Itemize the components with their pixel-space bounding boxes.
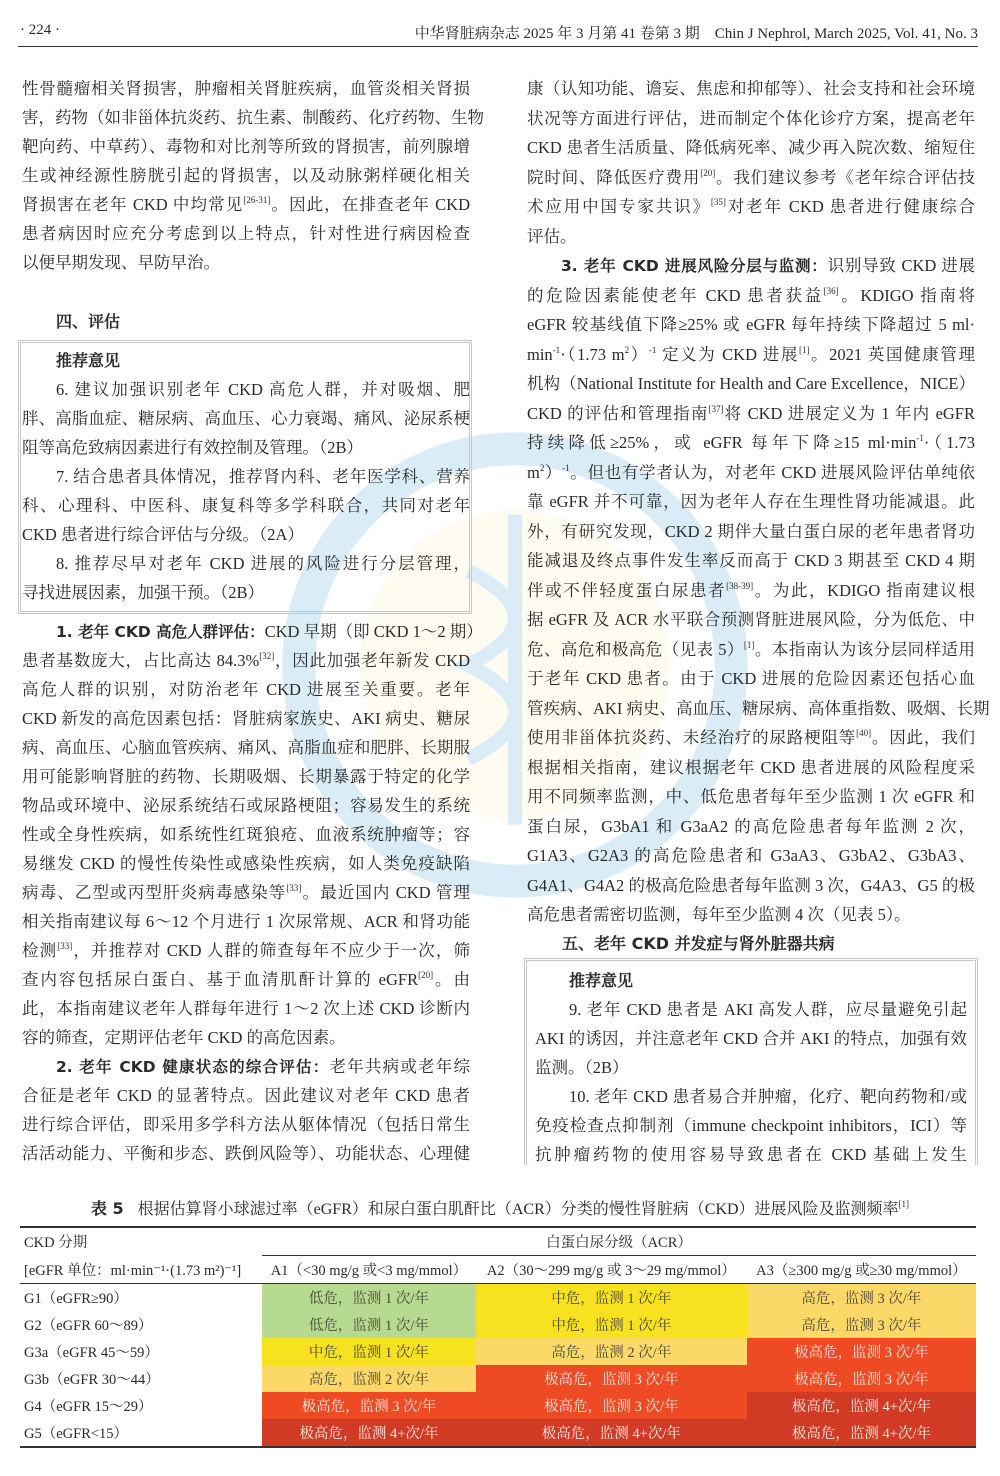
text-line: 性或全身性疾病，如系统性红斑狼疮、血液系统肿瘤等；容 (22, 825, 470, 844)
risk-cell-moderate: 中危，监测 1 次/年 (262, 1338, 476, 1365)
risk-cell-high: 高危，监测 3 次/年 (747, 1284, 976, 1312)
text-line: 持续降低≥25%，或 eGFR 每年下降≥15 $ml\cdot\min^{-1}\cdot(1.73$ (527, 433, 975, 452)
citation: [37] (708, 403, 724, 414)
risk-cell-high: 高危，监测 2 次/年 (476, 1338, 747, 1365)
text-line: 靶向药、中草药）、毒物和对比剂等所致的肾损害，前列腺增 (22, 137, 470, 156)
risk-cell-moderate: 中危，监测 1 次/年 (476, 1284, 747, 1312)
text-line: 生或神经源性膀胱引起的肾损害，以及动脉粥样硬化相关 (22, 166, 470, 185)
citation: [35] (710, 197, 726, 207)
risk-cell-very-high: 极高危，监测 3 次/年 (476, 1392, 747, 1419)
section-heading-complications: 五、老年 CKD 并发症与肾外脏器共病 (562, 934, 835, 953)
citation: [1] (798, 344, 810, 355)
text-line: 抗肿瘤药物的使用容易导致患者在 CKD 基础上发生 (535, 1145, 967, 1164)
table-caption (0, 1196, 1000, 1219)
text-line: 害，药物（如非甾体抗炎药、抗生素、制酸药、化疗药物、生物 (22, 108, 484, 127)
text-line: 蛋白尿，G3bA1 和 G3aA2 的高危险患者每年监测 2 次， (527, 816, 975, 836)
text-line: CKD 患者生活质量、降低病死率、减少再入院次数、缩短住 (527, 138, 975, 157)
citation: -1 (562, 462, 570, 473)
text-line: 康（认知功能、谵妄、焦虑和抑郁等）、社会支持和社会环境 (527, 79, 975, 98)
text-line: CKD 新发的高危因素包括：肾脏病家族史、AKI 病史、糖尿 (22, 709, 470, 728)
text-line: 靠 eGFR 并不可靠，因为老年人存在生理性肾功能减退。此 (527, 492, 975, 511)
text-line: 危、高危和极高危（见表 5）[1]。本指南认为该分层同样适用 (527, 639, 976, 659)
text-line: 9. 老年 CKD 患者是 AKI 高发人群，应尽量避免引起 (569, 1000, 967, 1019)
left-body-paragraphs (22, 617, 483, 1168)
text-line: 监测。（2B） (535, 1058, 629, 1077)
text-line: G1A3、G2A3 的高危险患者和 G3aA3、G3bA2、G3bA3、 (527, 846, 975, 865)
stage-cell: G2（eGFR 60～89） (24, 1318, 153, 1334)
text-line: 评估。 (527, 226, 577, 246)
text-line: 容的筛查，定期评估老年 CKD 的高危因素。 (22, 1028, 346, 1047)
text-line: CKD 患者进行综合评估与分级。（2A） (22, 525, 304, 544)
text-line: 肾损害在老年 CKD 中均常见[26-31]。因此，在排查老年 CKD (22, 195, 470, 214)
bold-lead: 3. 老年 CKD 进展风险分层与监测： (561, 257, 828, 275)
bold-lead: 2. 老年 CKD 健康状态的综合评估： (56, 1058, 330, 1076)
stage-cell: G1（eGFR≥90） (24, 1291, 128, 1307)
risk-cell-very-high-max: 极高危，监测 4+次/年 (747, 1419, 976, 1447)
risk-table (20, 1226, 976, 1448)
section-heading-assessment: 四、评估 (56, 312, 121, 331)
text-line: 7. 结合患者具体情况，推荐肾内科、老年医学科、营养 (56, 467, 470, 486)
text-line: 易继发 CKD 的慢性传染性或感染性疾病，如人类免疫缺陷 (22, 854, 470, 873)
risk-cell-very-high: 极高危，监测 3 次/年 (476, 1365, 747, 1392)
citation: [40] (856, 728, 872, 738)
citation: -1 (552, 344, 561, 355)
table-row (20, 1311, 976, 1338)
text-line: 管疾病、AKI 病史、高血压、糖尿病、高体重指数、吸烟、长期 (527, 698, 990, 718)
risk-cell-low: 低危，监测 1 次/年 (262, 1311, 476, 1338)
text-line: 科、心理科、中医科、康复科等多学科联合，共同对老年 (22, 496, 470, 515)
table-row (20, 1392, 976, 1419)
table-row (20, 1419, 976, 1447)
text-line: 机构（National Institute for Health and Care Excellence，NICE） (527, 374, 975, 393)
table-label: 表 5 (90, 1199, 124, 1218)
risk-cell-very-high: 极高危，监测 3 次/年 (747, 1338, 976, 1365)
stage-cell: G3a（eGFR 45～59） (24, 1345, 159, 1361)
risk-cell-high: 高危，监测 2 次/年 (262, 1365, 476, 1392)
text-line: 能减退及终点事件发生率反而高于 CKD 3 期甚至 CKD 4 期 (527, 551, 975, 570)
left-intro-paragraph (22, 74, 484, 277)
text-line: 2. 老年 CKD 健康状态的综合评估：老年共病或老年综 (56, 1057, 471, 1076)
acr-header: 白蛋白尿分级（ACR） (262, 1227, 976, 1256)
risk-cell-low: 低危，监测 1 次/年 (262, 1284, 476, 1312)
citation: [26-31] (243, 195, 271, 205)
recommendation-title: 推荐意见 (569, 971, 634, 990)
citation: [33] (286, 883, 302, 893)
text-line: 此，本指南建议老年人群每年进行 1～2 次上述 CKD 诊断内 (22, 999, 470, 1018)
citation: [32] (259, 651, 275, 661)
text-line: 用可能影响肾脏的药物、长期吸烟、长期暴露于特定的化学 (22, 767, 470, 786)
stage-unit: [eGFR 单位：ml·min⁻¹·(1.73 m²)⁻¹] (20, 1256, 262, 1284)
text-line: 6. 建议加强识别老年 CKD 高危人群，并对吸烟、肥 (56, 380, 470, 399)
text-line: 状况等方面进行评估，进而制定个体化诊疗方案，提高老年 (527, 108, 975, 128)
citation: [20] (418, 970, 434, 980)
text-line: $\min^{-1}\cdot(1.73$ $m^2)^{-1}$ 定义为 CKD 进展[1]。2021 英国健康管理 (527, 344, 975, 364)
citation: [36] (823, 285, 839, 296)
text-line: $m^2)^{-1}$。但也有学者认为，对老年 CKD 进展风险评估单纯依 (527, 462, 976, 482)
text-line: 检测[33]，并推荐对 CKD 人群的筛查每年不应少于一次，筛 (22, 941, 471, 960)
table-row (20, 1365, 976, 1392)
bold-lead: 1. 老年 CKD 高危人群评估： (56, 623, 265, 641)
text-line: 免疫检查点抑制剂（immune checkpoint inhibitors，ICI）等 (535, 1116, 967, 1135)
stage-cell: G4（eGFR 15～29） (24, 1399, 153, 1415)
citation: 2 (539, 462, 545, 473)
citation: [33] (57, 941, 73, 951)
risk-cell-very-high-max: 极高危，监测 4+次/年 (476, 1419, 747, 1447)
text-line: eGFR 较基线值下降≥25% 或 eGFR 每年持续下降超过 5 ml· (527, 315, 975, 334)
text-line: 相关指南建议每 6～12 个月进行 1 次尿常规、ACR 和肾功能 (22, 912, 470, 931)
text-line: 8. 推荐尽早对老年 CKD 进展的风险进行分层管理， (56, 554, 470, 573)
text-line: 3. 老年 CKD 进展风险分层与监测：识别导致 CKD 进展 (561, 256, 975, 275)
risk-cell-high: 高危，监测 3 次/年 (747, 1311, 976, 1338)
text-line: 合征是老年 CKD 的显著特点。因此建议对老年 CKD 患者 (22, 1086, 470, 1105)
stage-cell: G5（eGFR<15） (20, 1419, 262, 1447)
page-number: · 224 · (20, 22, 60, 38)
text-line: 院时间、降低医疗费用[20]。我们建议参考《老年综合评估技 (527, 167, 976, 187)
text-line: 以便早期发现、早防早治。 (22, 253, 220, 272)
risk-cell-very-high-max: 极高危，监测 4+次/年 (262, 1419, 476, 1447)
header-rule (18, 46, 978, 47)
text-line: 的危险因素能使老年 CKD 患者获益[36]。KDIGO 指南将 (527, 285, 975, 305)
text-line: 活活动能力、平衡和步态、跌倒风险等）、功能状态、心理健 (22, 1144, 470, 1163)
citation: [38-39] (726, 580, 754, 591)
stage-cell: G3b（eGFR 30～44） (24, 1372, 160, 1388)
journal-running-header: 中华肾脏病杂志 2025 年 3 月第 41 卷第 3 期 Chin J Nephrol, March 2025, Vol. 41, No. 3 (414, 26, 978, 42)
citation: -1 (916, 433, 924, 443)
acr-column-a3: A3（≥300 mg/g 或≥30 mg/mmol） (747, 1256, 976, 1284)
table-row (20, 1284, 976, 1312)
text-line: 高危人群的识别，对防治老年 CKD 进展至关重要。老年 (22, 680, 470, 699)
text-line: 高危患者需密切监测，每年至少监测 4 次（见表 5）。 (527, 905, 911, 924)
text-line: CKD 的评估和管理指南[37]将 CKD 进展定义为 1 年内 eGFR (527, 403, 975, 423)
risk-cell-very-high-max: 极高危，监测 4+次/年 (747, 1392, 976, 1419)
text-line: 胖、高脂血症、糖尿病、高血压、心力衰竭、痛风、泌尿系梗 (22, 409, 470, 428)
text-line: 进行综合评估，即采用多学科方法从躯体情况（包括日常生 (22, 1115, 470, 1134)
text-line: 使用非甾体抗炎药、未经治疗的尿路梗阻等[40]。因此，我们 (527, 728, 976, 747)
text-line: 患者病因时应充分考虑到以上特点，针对性进行病因检查 (22, 224, 470, 243)
table-title-ref: [1] (898, 1199, 910, 1209)
right-body-paragraphs (527, 74, 990, 930)
table-row (20, 1338, 976, 1365)
text-line: 1. 老年 CKD 高危人群评估：CKD 早期（即 CKD 1～2 期） (56, 622, 483, 641)
text-line: 病毒、乙型或丙型肝炎病毒感染等[33]。最近国内 CKD 管理 (22, 883, 471, 902)
text-line: 伴或不伴轻度蛋白尿患者[38-39]。为此，KDIGO 指南建议根 (527, 580, 975, 600)
text-line: 用不同频率监测，中、低危患者每年至少监测 1 次 eGFR 和 (527, 787, 975, 806)
text-line: G4A1、G4A2 的极高危险患者每年监测 3 次，G4A3、G5 的极 (527, 875, 975, 895)
recommendation-title: 推荐意见 (56, 351, 121, 370)
text-line: 根据相关指南，建议根据老年 CKD 患者进展的风险程度采 (527, 757, 975, 777)
text-line: AKI 的诱因，并注意老年 CKD 合并 AKI 的特点，加强有效 (535, 1029, 967, 1048)
citation: 2 (624, 344, 630, 355)
risk-cell-moderate: 中危，监测 1 次/年 (476, 1311, 747, 1338)
text-line: 10. 老年 CKD 患者易合并肿瘤，化疗、靶向药物和/或 (569, 1087, 967, 1106)
text-line: 外，有研究发现，CKD 2 期伴大量白蛋白尿的老年患者肾功 (527, 521, 975, 541)
text-line: 术应用中国专家共识》[35]对老年 CKD 患者进行健康综合 (527, 197, 975, 216)
text-line: 寻找进展因素，加强干预。（2B） (22, 583, 265, 602)
text-line: 查内容包括尿白蛋白、基于血清肌酐计算的 eGFR[20]。由 (22, 970, 471, 989)
citation: [20] (700, 167, 716, 178)
text-line: 阻等高危致病因素进行有效控制及管理。（2B） (22, 438, 364, 457)
citation: -1 (648, 344, 657, 355)
stage-header: CKD 分期 (24, 1235, 88, 1252)
risk-cell-very-high: 极高危，监测 3 次/年 (747, 1365, 976, 1392)
text-line: 据 eGFR 及 ACR 水平联合预测肾脏进展风险，分为低危、中 (527, 610, 975, 629)
text-line: 病、高血压、心脑血管疾病、痛风、高脂血症和肥胖、长期服 (22, 738, 470, 757)
table-title: 根据估算肾小球滤过率（eGFR）和尿白蛋白肌酐比（ACR）分类的慢性肾脏病（CKD）进展风险及监测频率 (137, 1201, 899, 1218)
acr-column-a1: A1（<30 mg/g 或<3 mg/mmol） (262, 1256, 476, 1284)
risk-cell-very-high: 极高危，监测 3 次/年 (262, 1392, 476, 1419)
recommendations-left (22, 346, 470, 607)
text-line: 于老年 CKD 患者。由于 CKD 进展的危险因素还包括心血 (527, 669, 975, 688)
citation: [1] (743, 639, 755, 650)
recommendations-right (535, 966, 967, 1169)
text-line: 性骨髓瘤相关肾损害，肿瘤相关肾脏疾病，血管炎相关肾损 (22, 79, 470, 98)
text-line: 患者基数庞大，占比高达 84.3%[32]，因此加强老年新发 CKD (22, 651, 470, 670)
acr-column-a2: A2（30～299 mg/g 或 3～29 mg/mmol） (476, 1256, 747, 1284)
text-line: 物品或环境中、泌尿系统结石或尿路梗阻；容易发生的系统 (22, 796, 470, 815)
